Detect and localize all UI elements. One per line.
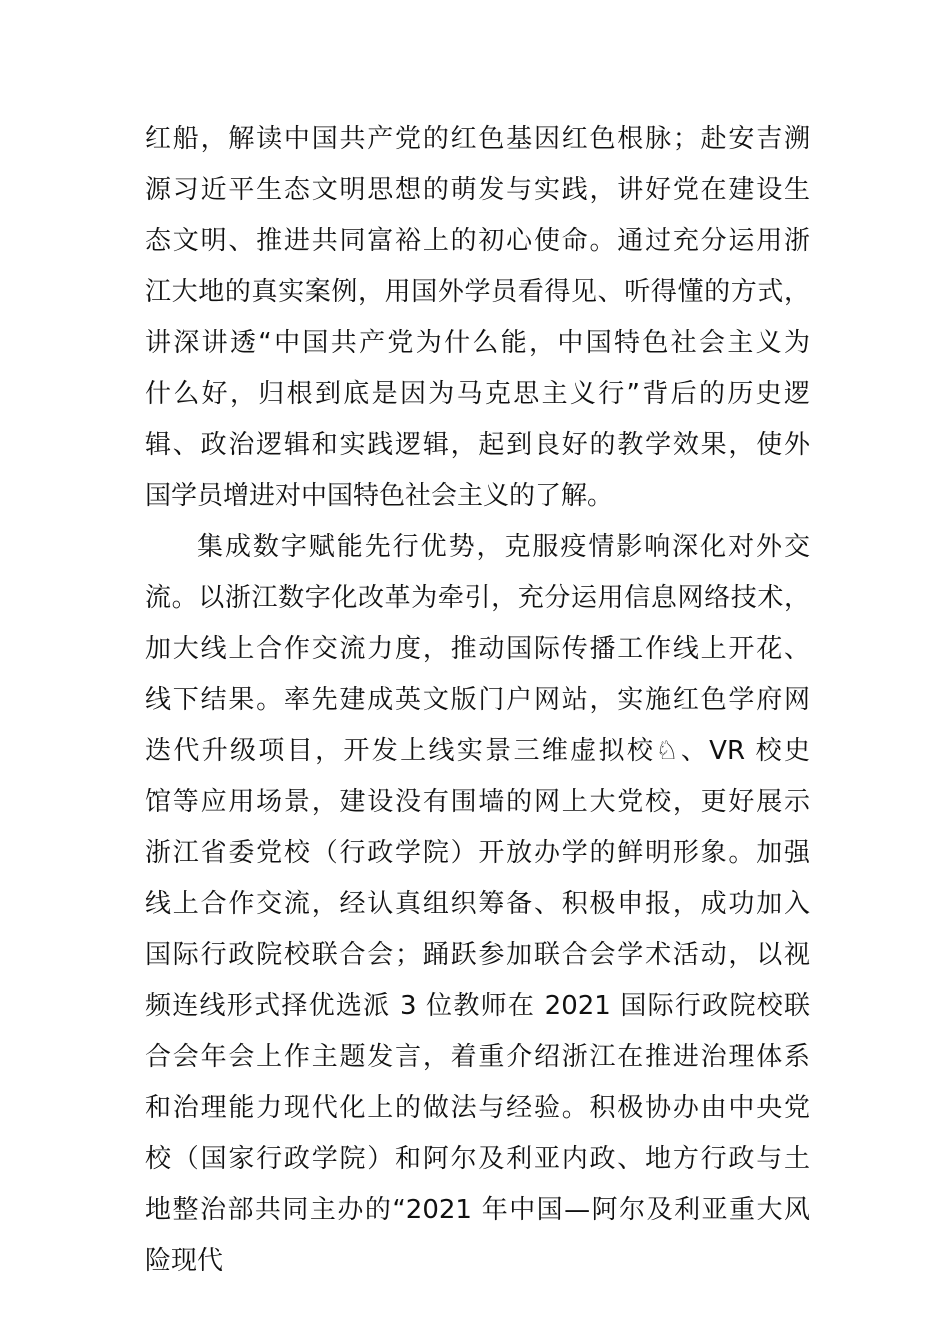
text-line: 流。以浙江数字化改革为牵引，充分运用信息网络技术，	[145, 583, 810, 613]
text-line: 合会年会上作主题发言，着重介绍浙江在推进治理体系	[145, 1042, 810, 1072]
text-line: 线下结果。率先建成英文版门户网站，实施红色学府网	[145, 685, 810, 715]
text-line: 红船，解读中国共产党的红色基因红色根脉；赴安吉溯	[145, 124, 810, 154]
text-line: 线上合作交流，经认真组织筹备、积极申报，成功加入	[145, 889, 810, 919]
text-line: 讲深讲透“中国共产党为什么能，中国特色社会主义为	[145, 328, 810, 358]
body-text	[145, 114, 810, 1287]
text-line: 和治理能力现代化上的做法与经验。积极协办由中央党	[145, 1093, 810, 1123]
text-line: 辑、政治逻辑和实践逻辑，起到良好的教学效果，使外	[145, 430, 810, 460]
text-line: 馆等应用场景，建设没有围墙的网上大党校，更好展示	[145, 787, 810, 817]
text-line: 地整治部共同主办的“2021 年中国—阿尔及利亚重大风	[145, 1195, 810, 1225]
paragraph-1	[145, 114, 810, 522]
text-line: 国际行政院校联合会；踊跃参加联合会学术活动，以视	[145, 940, 810, 970]
text-line: 险现代	[145, 1246, 224, 1276]
text-line: 什么好，归根到底是因为马克思主义行”背后的历史逻	[145, 379, 810, 409]
text-line: 频连线形式择优选派 3 位教师在 2021 国际行政院校联	[145, 991, 810, 1021]
text-line: 加大线上合作交流力度，推动国际传播工作线上开花、	[145, 634, 810, 664]
text-line: 集成数字赋能先行优势，克服疫情影响深化对外交	[197, 532, 810, 562]
text-line: 浙江省委党校（行政学院）开放办学的鲜明形象。加强	[145, 838, 810, 868]
text-line: 国学员增进对中国特色社会主义的了解。	[145, 481, 614, 511]
text-line: 江大地的真实案例，用国外学员看得见、听得懂的方式，	[145, 277, 810, 307]
text-line: 态文明、推进共同富裕上的初心使命。通过充分运用浙	[145, 226, 810, 256]
text-line: 源习近平生态文明思想的萌发与实践，讲好党在建设生	[145, 175, 810, 205]
text-line: 迭代升级项目，开发上线实景三维虚拟校♘、VR 校史	[145, 736, 810, 766]
paragraph-2	[145, 522, 810, 1287]
text-line: 校（国家行政学院）和阿尔及利亚内政、地方行政与土	[145, 1144, 810, 1174]
